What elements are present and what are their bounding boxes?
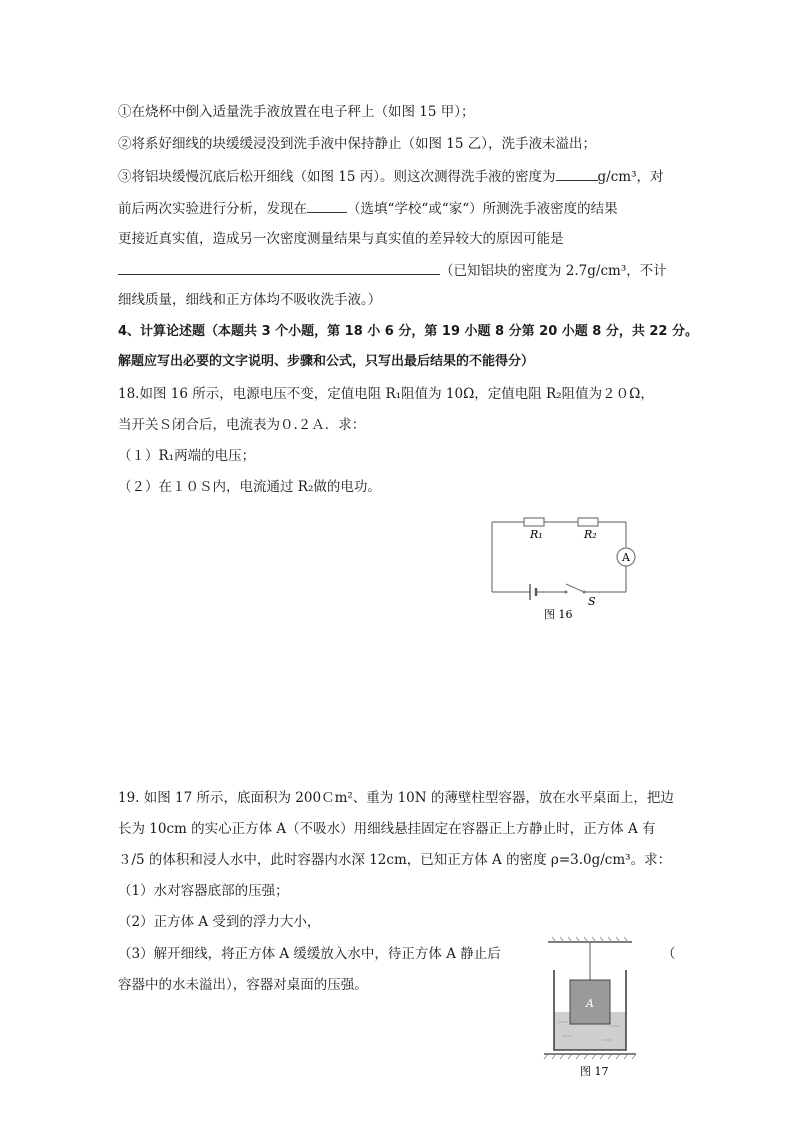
q19-item1: （1）水对容器底部的压强； bbox=[118, 883, 289, 899]
figure-17-container bbox=[540, 934, 640, 1080]
resistor-r2-shape bbox=[578, 518, 598, 526]
resistor-r1-shape bbox=[524, 518, 544, 526]
ammeter-label: A bbox=[622, 551, 630, 564]
q19-line3: ３/5 的体积和浸人水中，此时容器内水深 12cm，已知正方体 A 的密度 ρ=3.0g/cm³。求： bbox=[118, 852, 672, 868]
q17-line4-b: （选填“学校“或“家“）所测洗手液密度的结果 bbox=[347, 201, 618, 217]
q17-line6 bbox=[118, 260, 667, 281]
q17-line4-a: 前后两次实验进行分析，发现在 bbox=[118, 201, 307, 217]
q19-item3-paren: （ bbox=[662, 946, 676, 962]
q18-item2: （２）在１０Ｓ内，电流通过 R₂做的电功。 bbox=[118, 479, 381, 495]
q19-item3-cont: 容器中的水未溢出），容器对桌面的压强。 bbox=[118, 977, 368, 993]
q17-step2: ②将系好细线的块缓缓浸没到洗手液中保持静止（如图 15 乙），洗手液未溢出； bbox=[118, 136, 597, 152]
q17-line4 bbox=[118, 198, 618, 219]
density-answer-blank[interactable] bbox=[556, 166, 598, 181]
switch-label: S bbox=[588, 595, 596, 608]
location-answer-blank[interactable] bbox=[307, 198, 347, 213]
q18-line2: 当开关Ｓ闭合后，电流表为０.２Ａ．求： bbox=[118, 417, 366, 433]
q17-step3-unit: g/cm³，对 bbox=[597, 169, 664, 185]
reason-answer-blank[interactable] bbox=[118, 260, 440, 275]
q17-line6-tail: （已知铝块的密度为 2.7g/cm³，不计 bbox=[440, 263, 667, 279]
figure-16-circuit bbox=[486, 512, 636, 624]
section4-title: 4、计算论述题（本题共 3 个小题，第 18 小 6 分，第 19 小题 8 分第 20 小题 8 分，共 22 分。 bbox=[118, 324, 699, 339]
r2-label: R₂ bbox=[584, 528, 597, 541]
q19-line1: 19. 如图 17 所示，底面积为 200Ｃm²、重为 10N 的薄壁柱型容器，放在水平桌面上，把边 bbox=[118, 790, 674, 806]
q18-item1: （１）R₁两端的电压； bbox=[118, 448, 256, 464]
q17-step3 bbox=[118, 166, 663, 187]
figure-17-caption: 图 17 bbox=[580, 1065, 609, 1078]
q19-line2: 长为 10cm 的实心正方体 A（不吸水）用细线悬挂固定在容器正上方静止时，正方体 A 有 bbox=[118, 821, 656, 837]
q19-item3: （3）解开细线，将正方体 A 缓缓放入水中，待正方体 A 静止后 bbox=[118, 946, 501, 962]
r1-label: R₁ bbox=[530, 528, 543, 541]
figure-16-caption: 图 16 bbox=[544, 608, 573, 621]
q17-step3-text: ③将铝块缓慢沉底后松开细线（如图 15 丙）。则这次测得洗手液的密度为 bbox=[118, 169, 556, 185]
switch-blade-shape bbox=[566, 584, 584, 592]
q18-line1: 18.如图 16 所示，电源电压不变，定值电阻 R₁阻值为 10Ω，定值电阻 R₂阻值为２０Ω， bbox=[118, 386, 654, 402]
q19-item2: （2）正方体 A 受到的浮力大小， bbox=[118, 914, 321, 930]
q17-step1: ①在烧杯中倒入适量洗手液放置在电子秤上（如图 15 甲）； bbox=[118, 104, 475, 120]
section4-subtitle: 解题应写出必要的文字说明、步骤和公式，只写出最后结果的不能得分） bbox=[118, 354, 535, 369]
q17-line5: 更接近真实值，造成另一次密度测量结果与真实值的差异较大的原因可能是 bbox=[118, 231, 564, 247]
cube-a-label: A bbox=[586, 997, 594, 1010]
q17-line7: 细线质量，细线和正方体均不吸收洗手液。） bbox=[118, 292, 382, 308]
